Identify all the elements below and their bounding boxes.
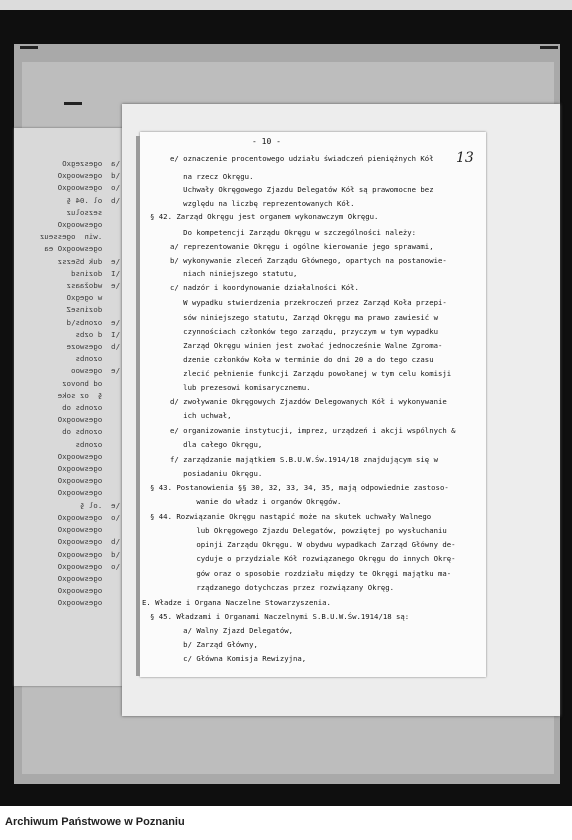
left-page-line: ogeswoogxO [57, 451, 120, 461]
document-line: d/ zwoływanie Okręgowych Zjazdów Delegowanych Kół i wykonywanie [170, 397, 447, 406]
left-page-line: ozonbs ob [62, 403, 120, 413]
left-page-line: ogeswoogxO [57, 525, 120, 535]
document-line: dzenie członków Koła w terminie do dni 20 a do tego czasu [170, 355, 434, 364]
left-page-line: ogeswoogxO [57, 598, 120, 608]
page-number: - 10 - [252, 137, 281, 146]
page-clip-mark [64, 102, 82, 105]
left-page-line: \I dozinsd [71, 268, 120, 278]
footer-bar [0, 806, 572, 840]
left-page-line: od bnovoz [62, 378, 120, 388]
document-line: § 43. Postanowienia §§ 30, 32, 33, 34, 35, mają odpowiednie zastoso- [150, 483, 449, 492]
document-line: Do kompetencji Zarządu Okręgu w szczególności należy: [170, 228, 417, 237]
document-line: względu na liczbę reprezentowanych Kół. [170, 199, 355, 208]
document-line: e/ organizowanie instytucji, imprez, urządzeń i akcji wspólnych & [170, 426, 456, 435]
document-line: b/ Zarząd Główny, [170, 640, 258, 649]
left-page-line: \b ogeswoze [66, 342, 120, 352]
left-page-line: \b ol .04 § [66, 195, 120, 205]
left-page-line: w ogegxO [66, 293, 120, 303]
document-page [140, 132, 486, 677]
document-line: posiadaniu Okręgu. [170, 469, 263, 478]
mirrored-text-block [14, 128, 136, 610]
document-line: a/ Walny Zjazd Delegatów, [170, 626, 294, 635]
left-page-line: \a ogeszegxO [62, 159, 120, 168]
document-line: a/ reprezentowanie Okręgu i ogólne kierowanie jego sprawami, [170, 242, 434, 251]
left-page-line: ogeswoogxO [57, 586, 120, 596]
document-line: § 42. Zarząd Okręgu jest organem wykonawczym Okręgu. [150, 212, 379, 221]
document-line: na rzecz Okręgu. [170, 172, 254, 181]
document-line: sów niniejszego statutu, Zarząd Okręgu ma prawo zawiesić w [170, 313, 438, 322]
frame-corner-mark [20, 46, 38, 49]
left-page-line: \e duk bSezsz [57, 256, 120, 266]
document-line: niach niniejszego statutu, [170, 269, 298, 278]
left-page-line: ogeswoogxO [57, 464, 120, 474]
document-line: lub Okręgowego Zjazdu Delegatów, powziętej po wysłuchaniu [170, 526, 447, 535]
left-page-line: \d ogeswoogxO [57, 171, 120, 181]
left-page-line: ozonbs [75, 354, 120, 364]
left-page-line: \e ozonbs\d [66, 317, 120, 327]
left-page-line: .win ogesseuz [39, 232, 120, 242]
document-line: czynnościach członków tego zarządu, przyczym w tym wypadku [170, 327, 438, 336]
document-line: § 44. Rozwiązanie Okręgu nastąpić może na skutek uchwały Walnego [150, 512, 432, 521]
left-page-line: \e ogeswoo [71, 366, 120, 376]
document-line: opinji Zarządu Okręgu. W obydwu wypadkach Zarząd Główny de- [170, 540, 456, 549]
left-page-line: ozonbs ob [62, 427, 120, 437]
handwritten-page-number: 13 [456, 150, 474, 166]
left-page-line: ogeswoogxO [57, 488, 120, 498]
left-page-line: \o ogeswoogxO [57, 183, 120, 193]
document-line: gów oraz o sposobie rozdziału między te Okręgi majątku ma- [170, 569, 452, 578]
left-page-line: \e wdožaasz [66, 281, 120, 291]
left-page-line: ogeswoogxO [57, 573, 120, 583]
document-line: c/ Główna Komisja Rewizyjna, [170, 654, 307, 663]
document-line: W wypadku stwierdzenia przekroczeń przez Zarząd Koła przepi- [170, 298, 447, 307]
left-page-line: ozonbs [75, 439, 120, 449]
document-line: Zarząd Okręgu winien jest zwołać jednocześnie Walne Zgroma- [170, 341, 443, 350]
document-line: rządzanego dotychczas przez rozwiązany Okręg. [170, 583, 395, 592]
frame-corner-mark [540, 46, 558, 49]
document-line: Uchwały Okręgowego Zjazdu Delegatów Kół są prawomocne bez [170, 185, 434, 194]
document-line: E. Władze i Organa Naczelne Stowarzyszenia. [142, 598, 331, 607]
left-page-line: \d ogeswoogxO [57, 549, 120, 559]
document-line: dla całego Okręgu, [170, 440, 263, 449]
document-line: f/ zarządzanie majątkiem S.B.U.W.Św.1914/18 znajdującym się w [170, 455, 438, 464]
left-page-line: dozinseZ [66, 305, 120, 315]
document-line: b/ wykonywanie zleceń Zarządu Głównego, opartych na postanowie- [170, 256, 447, 265]
left-page-line: ogeswoogxO [57, 220, 120, 230]
document-line: c/ nadzór i koordynowanie działalności Kół. [170, 283, 359, 292]
left-page-line: \o ogeswoogxO [57, 561, 120, 571]
top-margin-strip [0, 0, 572, 10]
left-page-line: \b ogeswoogxO [57, 537, 120, 547]
left-page-line: \e .ol § [79, 500, 120, 510]
left-page-line: § oz soke [57, 390, 120, 400]
document-line: e/ oznaczenie procentowego udziału świadczeń pieniężnych Kół [170, 154, 434, 163]
left-page-line: ogeswoogxO [57, 476, 120, 486]
archive-name: Archiwum Państwowe w Poznaniu [5, 816, 185, 828]
document-line: lub prezesowi komisarycznemu. [170, 383, 311, 392]
left-page-line: ogeswoogxO [57, 415, 120, 425]
document-line: cyduje o przydziale Kół rozwiązanego Okręgu do innych Okrę- [170, 554, 456, 563]
document-line: ich uchwał, [170, 411, 232, 420]
document-line: § 45. Władzami i Organami Naczelnymi S.B.U.W.Św.1914/18 są: [150, 612, 410, 621]
left-facing-page [14, 128, 136, 686]
left-page-line: \o ogeswoogxO [57, 512, 120, 522]
page-gutter-shadow [136, 136, 140, 676]
document-line: wanie do władz i organów Okręgów. [170, 497, 342, 506]
left-page-line: \I d ozbs [75, 329, 120, 339]
document-line: zlecić pełnienie funkcji Zarządu powołanej w tym celu komisji [170, 369, 452, 378]
left-page-line: sezsoluz [66, 207, 120, 217]
left-page-line: ogeswoogxO ea [44, 244, 120, 254]
